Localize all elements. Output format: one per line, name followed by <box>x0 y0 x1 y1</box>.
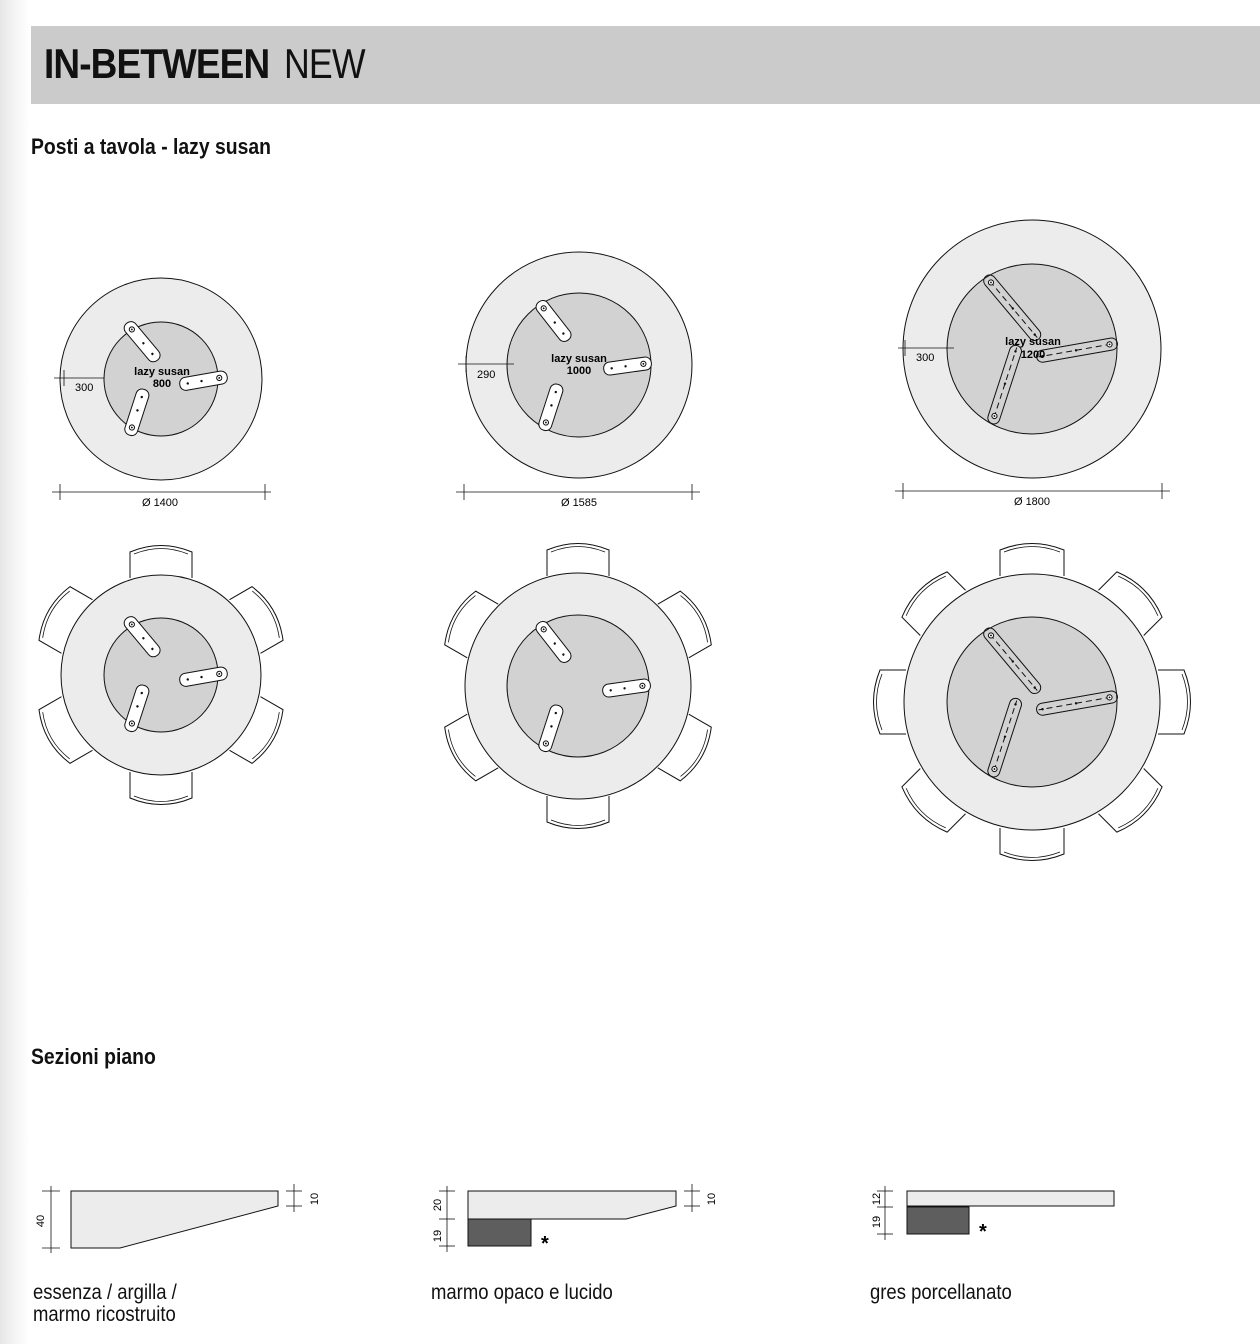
section-title-seating: Posti a tavola - lazy susan <box>31 134 271 159</box>
lazy-susan-label: lazy susan <box>134 366 190 378</box>
profile-wood-clay <box>35 1184 321 1253</box>
asterisk-mark: * <box>541 1233 549 1255</box>
dim-top: 20 <box>432 1198 444 1212</box>
section-title-cross-sections: Sezioni piano <box>31 1044 156 1069</box>
diameter-label: Ø 1400 <box>141 497 179 509</box>
profile-porcelain <box>871 1186 1114 1243</box>
table-1-seating <box>33 546 288 805</box>
dim-left: 40 <box>35 1214 47 1228</box>
dim-right: 10 <box>706 1192 718 1206</box>
lazy-susan-size: 800 <box>152 378 172 390</box>
asterisk-mark: * <box>979 1221 987 1243</box>
offset-label: 290 <box>477 369 496 381</box>
table-2-top-view <box>456 252 700 509</box>
offset-label: 300 <box>916 352 935 364</box>
lazy-susan-size: 1000 <box>566 365 592 377</box>
diameter-label: Ø 1585 <box>560 497 598 509</box>
dim-bottom: 19 <box>871 1215 883 1229</box>
lazy-susan-label: lazy susan <box>551 353 607 365</box>
dim-right: 10 <box>309 1192 321 1206</box>
profile-caption-2: marmo opaco e lucido <box>431 1281 613 1304</box>
new-badge: NEW <box>284 40 365 87</box>
table-2-seating <box>439 544 717 829</box>
diameter-label: Ø 1800 <box>1013 496 1051 508</box>
profile-marble <box>432 1184 718 1255</box>
offset-label: 300 <box>75 382 94 394</box>
lazy-susan-size: 1200 <box>1020 349 1046 361</box>
lazy-susan-label: lazy susan <box>1005 336 1061 348</box>
table-3-seating <box>874 544 1191 861</box>
dim-bottom: 19 <box>432 1229 444 1243</box>
table-1-top-view <box>52 278 271 509</box>
profile-caption-3: gres porcellanato <box>870 1281 1012 1304</box>
dim-top: 12 <box>871 1192 883 1206</box>
profile-caption-1-line1: essenza / argilla / <box>33 1281 177 1304</box>
profile-caption-1-line2: marmo ricostruito <box>33 1303 176 1326</box>
product-title: IN-BETWEEN <box>44 40 270 87</box>
table-3-top-view <box>895 220 1170 508</box>
profile-caption-1 <box>33 1282 177 1326</box>
